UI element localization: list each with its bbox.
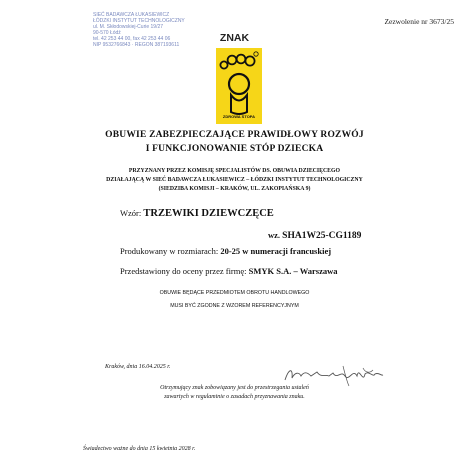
- sizes-value: 20-25 w numeracji francuskiej: [220, 246, 332, 256]
- stamp-line: NIP 9532766843 · REGON 387193611: [93, 42, 180, 48]
- headline-line-1: OBUWIE ZABEZPIECZAJĄCE PRAWIDŁOWY ROZWÓJ: [105, 130, 364, 140]
- company-field: [120, 266, 338, 276]
- obligation-line-2: zawartych w regulaminie o zasadach przyznawania znaku.: [164, 394, 305, 400]
- place-date: Kraków, dnia 16.04.2025 r.: [105, 364, 171, 370]
- validity-note: Świadectwo ważne do dnia 15 kwietnia 2028 r.: [83, 446, 196, 452]
- logo-label: ZDROWA STOPA: [222, 114, 256, 119]
- commission-line-1: PRZYZNANY PRZEZ KOMISJĘ SPECJALISTÓW DS. OBUWIA DZIECIĘCEGO: [128, 168, 341, 174]
- stamp-line: tel. 42 253 44 00, fax 42 253 44 06: [93, 36, 171, 42]
- model-field: [120, 208, 274, 219]
- headline-line-2: I FUNKCJONOWANIE STÓP DZIECKA: [145, 144, 324, 154]
- stamp-line: SIEĆ BADAWCZA ŁUKASIEWICZ: [93, 12, 170, 18]
- commission-line-3: (SIEDZIBA KOMISJI – KRAKÓW, UL. ZAKOPIAŃSKA 9): [158, 186, 311, 192]
- sizes-field: [120, 246, 331, 256]
- company-label: Przedstawiony do oceny przez firmę:: [120, 266, 247, 276]
- stamp-line: ul. M. Skłodowskiej-Curie 19/27: [93, 24, 164, 30]
- company-value: SMYK S.A. – Warszawa: [248, 266, 338, 276]
- stamp-line: ŁÓDZKI INSTYTUT TECHNOLOGICZNY: [93, 18, 185, 24]
- code-label: wz.: [268, 230, 281, 240]
- sign-heading: ZNAK: [219, 32, 250, 44]
- code-field: [268, 230, 361, 241]
- foot-logo-icon: [216, 48, 262, 124]
- permit-number: Zezwolenie nr 3673/25: [384, 17, 454, 26]
- commission-line-2: DZIAŁAJĄCĄ W SIEĆ BADAWCZA ŁUKASIEWICZ – ŁÓDZKI INSTYTUT TECHNOLOGICZNY: [106, 177, 363, 183]
- obligation-line-1: Otrzymujący znak zobowiązany jest do przestrzegania ustaleń: [160, 385, 309, 391]
- stamp-line: 90-570 Łódź: [93, 30, 121, 36]
- code-value: SHA1W25-CG1189: [282, 231, 362, 241]
- sizes-label: Produkowany w rozmiarach:: [120, 246, 219, 256]
- conformity-line-1: OBUWIE BĘDĄCE PRZEDMIOTEM OBROTU HANDLOWEGO: [159, 290, 310, 296]
- conformity-line-2: MUSI BYĆ ZGODNE Z WZOREM REFERENCYJNYM: [170, 303, 299, 309]
- model-label: Wzór:: [120, 208, 142, 218]
- model-value: TRZEWIKI DZIEWCZĘCE: [143, 208, 274, 219]
- zdrowa-stopa-logo: [216, 48, 262, 124]
